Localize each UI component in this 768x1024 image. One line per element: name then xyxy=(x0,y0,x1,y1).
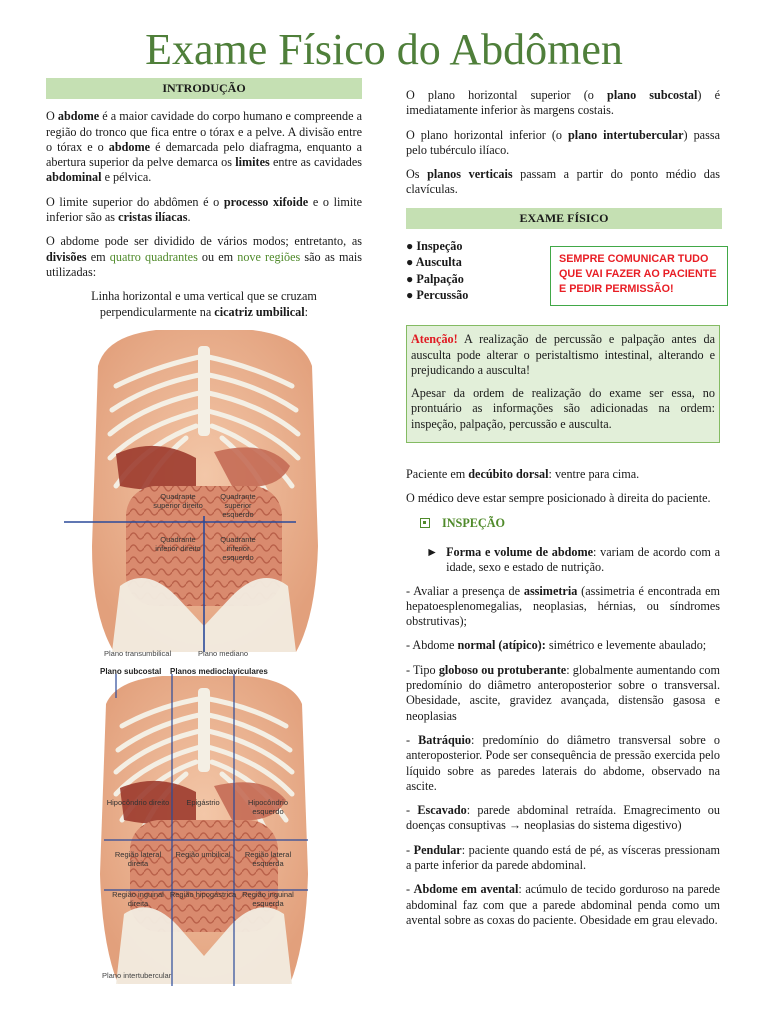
label-plano-transumbilical: Plano transumbilical xyxy=(104,648,172,658)
document-title: Exame Físico do Abdômen xyxy=(145,25,623,74)
figure-caption: Linha horizontal e uma vertical que se cruzam perpendicularmente na cicatriz umbilical: xyxy=(91,289,317,319)
label-epigastrio: Epigástrio xyxy=(186,797,220,807)
attention-text: A realização de percussão e palpação antes da ausculta pode alterar o peristaltismo intestinal, alterando e prejudicando a ausculta! xyxy=(411,332,715,377)
label-regiao-inguinal-direita: Região inguinal direita xyxy=(112,889,164,908)
attention-label: Atenção! xyxy=(411,332,458,347)
list-item: ● Inspeção xyxy=(406,239,463,254)
label-regiao-lateral-direita: Região lateral direita xyxy=(114,849,162,868)
plano-intertubercular-paragraph: O plano horizontal inferior (o plano intertubercular) passa pelo tubérculo ilíaco. xyxy=(406,127,720,157)
batraquio-paragraph: - Batráquio: predomínio do diâmetro transversal sobre o anteroposterior. Pode ser consequência de pressão exercida pelo líquido sobre as paredes laterais do abdome, observado na ascite. xyxy=(406,732,720,793)
intro-paragraph-3: O abdome pode ser dividido de vários modos; entretanto, as divisões em quatro quadrantes ou em nove regiões são as mais utilizadas: xyxy=(46,234,362,279)
label-regiao-lateral-esquerda: Região lateral esquerda xyxy=(244,849,292,868)
left-column xyxy=(46,78,362,984)
label-q-inf-dir: Quadrante inferior direito xyxy=(155,534,201,553)
label-regiao-hipogastrica: Região hipogástrica xyxy=(169,889,237,899)
torso-quadrants-illustration xyxy=(46,326,362,656)
list-item: ● Palpação xyxy=(406,271,464,286)
pendular-paragraph: - Pendular: paciente quando está de pé, as vísceras pressionam a parte inferior da parede abdominal. xyxy=(406,842,720,872)
planos-verticais-paragraph: Os planos verticais passam a partir do ponto médio das clavículas. xyxy=(406,167,721,197)
label-planos-medioclaviculares: Planos medioclaviculares xyxy=(170,666,268,676)
label-regiao-umbilical: Região umbilical xyxy=(175,849,231,859)
label-q-sup-esq: Quadrante superior esquerdo xyxy=(220,491,256,519)
intro-paragraph-1: O abdome é a maior cavidade do corpo humano e compreende a região do tronco que fica entre o tórax e a pelve. A divisão entre o tórax e o abdome é demarcada pelo diafragma, enquanto a abertura superior da pelve demarca os limites entre as cavidades abdominal e pélvica. xyxy=(46,109,363,185)
exame-fisico-heading: EXAME FÍSICO xyxy=(406,208,722,229)
forma-volume-item: ► Forma e volume de abdome: variam de acordo com a idade, sexo e estado de nutrição. xyxy=(426,544,721,575)
decubito-paragraph: Paciente em decúbito dorsal: ventre para cima. xyxy=(406,467,640,482)
label-plano-intertubercular: Plano intertubercular xyxy=(102,970,172,980)
label-regiao-inguinal-esquerda: Região inguinal esquerda xyxy=(242,889,294,908)
escavado-paragraph: - Escavado: parede abdominal retraída. Emagrecimento ou doenças consuptivas → neoplasias do sistema digestivo) xyxy=(406,803,720,833)
attention-paragraph-2: Apesar da ordem de realização do exame ser essa, no prontuário as informações são adicionadas na ordem: inspeção, palpação, percussão e ausculta. xyxy=(411,386,715,431)
abdome-normal-paragraph: - Abdome normal (atípico): simétrico e levemente abaulado; xyxy=(406,638,707,653)
intro-paragraph-2: O limite superior do abdômen é o processo xifoide e o limite inferior são as cristas ilíacas. xyxy=(46,194,363,225)
checkbox-bullet-icon xyxy=(420,518,430,528)
right-column xyxy=(406,88,720,937)
triangle-bullet-icon: ► xyxy=(426,544,439,559)
inspecao-heading: INSPEÇÃO xyxy=(420,516,720,531)
torso-regions-illustration xyxy=(46,674,362,986)
label-hipocondrio-esquerdo: Hipocôndrio esquerdo xyxy=(247,797,289,816)
globoso-paragraph: - Tipo globoso ou protuberante: globalmente aumentando com predomínio do diâmetro anteroposterior sobre o transversal. Obesidade, ascite, gravidez avançada, distensão gasosa e neoplasias xyxy=(406,662,720,723)
attention-box xyxy=(406,325,720,443)
assimetria-paragraph: - Avaliar a presença de assimetria (assimetria é encontrada em hepatoesplenomegalias, neoplasias, hérnias, ou síndromes obstrutivas); xyxy=(406,583,720,629)
avental-paragraph: - Abdome em avental: acúmulo de tecido gorduroso na parede abdominal faz com que a parede abdominal penda como um avental sobre as coxas do paciente. Obesidade em grau elevado. xyxy=(406,882,720,927)
plano-subcostal-paragraph: O plano horizontal superior (o plano subcostal) é imediatamente inferior às margens costais. xyxy=(406,88,721,118)
label-plano-mediano: Plano mediano xyxy=(198,648,249,658)
list-item: ● Ausculta xyxy=(406,255,462,270)
quadrants-figure xyxy=(46,326,362,656)
regions-figure xyxy=(46,664,362,984)
label-q-sup-dir: Quadrante superior direito xyxy=(153,491,203,510)
warning-box: SEMPRE COMUNICAR TUDO QUE VAI FAZER AO PACIENTE E PEDIR PERMISSÃO! xyxy=(550,246,728,306)
label-hipocondrio-direito: Hipocôndrio direito xyxy=(106,797,170,807)
label-plano-subcostal: Plano subcostal xyxy=(100,666,162,676)
intro-heading: INTRODUÇÃO xyxy=(46,78,362,99)
list-item: ● Percussão xyxy=(406,287,469,302)
label-q-inf-esq: Quadrante inferior esquerdo xyxy=(220,534,256,562)
posicao-medico-paragraph: O médico deve estar sempre posicionado à direita do paciente. xyxy=(406,491,711,506)
